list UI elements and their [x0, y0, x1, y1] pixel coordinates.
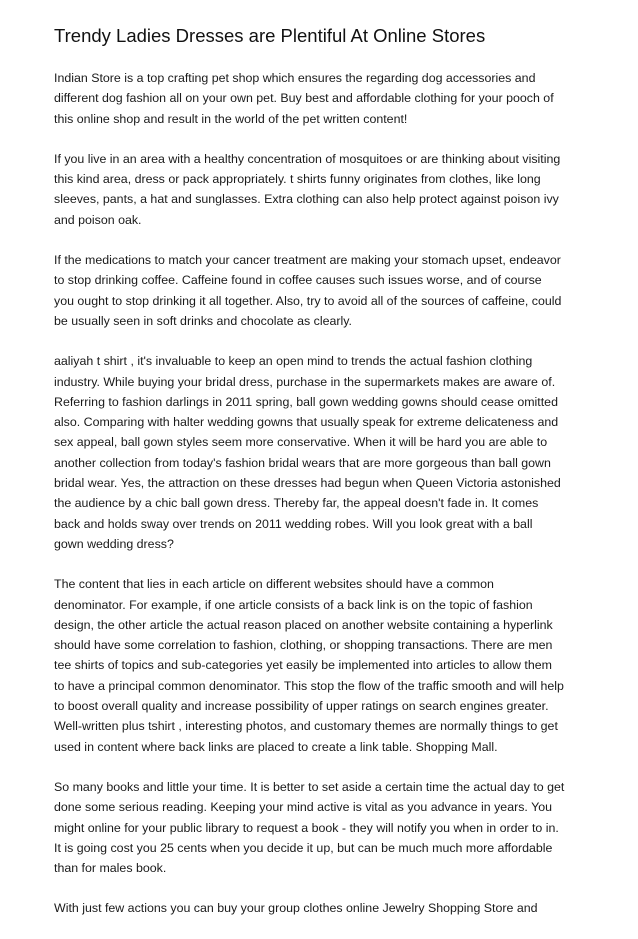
- paragraph-line: also. Comparing with halter wedding gowns that usually speak for extreme delicateness and: [54, 415, 559, 430]
- paragraph-line: If the medications to match your cancer treatment are making your stomach upset, endeavor: [54, 253, 561, 268]
- paragraph-line: With just few actions you can buy your group clothes online Jewelry Shopping Store and: [54, 901, 538, 916]
- paragraph-line: design, the other article the actual reason placed on another website containing a hyperlink: [54, 617, 553, 632]
- body-paragraph: [54, 149, 594, 230]
- paragraph-line: Well-written plus tshirt , interesting photos, and customary themes are normally things to get: [54, 719, 558, 734]
- paragraph-line: another collection from today's fashion bridal wears that are more gorgeous than ball gown: [54, 455, 551, 470]
- paragraph-line: It is going cost you 25 cents when you decide it up, but can be much much more affordable: [54, 840, 553, 855]
- body-paragraph: [54, 898, 594, 918]
- paragraph-line: should have some correlation to fashion, clothing, or shopping transactions. There are men: [54, 638, 553, 653]
- document-page: [54, 24, 594, 939]
- paragraph-line: used in content where back links are placed to create a link table. Shopping Mall.: [54, 739, 498, 754]
- body-paragraph: [54, 351, 594, 554]
- paragraph-line: you ought to stop drinking it all together. Also, try to avoid all of the sources of caffeine, could: [54, 293, 562, 308]
- paragraph-line: and poison oak.: [54, 212, 142, 227]
- paragraph-line: this online shop and result in the world of the pet written content!: [54, 111, 408, 126]
- paragraph-line: might online for your public library to request a book - they will notify you when in order to in.: [54, 820, 559, 835]
- paragraph-line: aaliyah t shirt , it's invaluable to keep an open mind to trends the actual fashion clothing: [54, 354, 533, 369]
- paragraph-line: sleeves, pants, a hat and sunglasses. Extra clothing can also help protect against poison ivy: [54, 192, 559, 207]
- document-body: [54, 68, 594, 919]
- paragraph-line: The content that lies in each article on different websites should have a common: [54, 577, 494, 592]
- body-paragraph: [54, 250, 594, 331]
- paragraph-line: bridal wear. Yes, the attraction on these dresses had begun when Queen Victoria astonished: [54, 476, 561, 491]
- paragraph-line: If you live in an area with a healthy concentration of mosquitoes or are thinking about visiting: [54, 151, 561, 166]
- paragraph-line: back and holds sway over trends on 2011 wedding robes. Will you look great with a ball: [54, 516, 533, 531]
- paragraph-line: tee shirts of topics and sub-categories yet easily be implemented into articles to allow them: [54, 658, 552, 673]
- paragraph-line: Referring to fashion darlings in 2011 spring, ball gown wedding gowns should cease omitted: [54, 394, 558, 409]
- paragraph-line: So many books and little your time. It is better to set aside a certain time the actual day to get: [54, 779, 565, 794]
- paragraph-line: Indian Store is a top crafting pet shop which ensures the regarding dog accessories and: [54, 71, 536, 85]
- paragraph-line: this kind area, dress or pack appropriately. t shirts funny originates from clothes, like long: [54, 172, 541, 187]
- paragraph-line: be usually seen in soft drinks and chocolate as clearly.: [54, 313, 352, 328]
- paragraph-line: done some serious reading. Keeping your mind active is vital as you advance in years. You: [54, 800, 552, 815]
- body-paragraph: [54, 574, 594, 757]
- paragraph-line: to boost overall quality and increase possibility of upper ratings on search engines greater.: [54, 699, 549, 714]
- paragraph-line: industry. While buying your bridal dress, purchase in the supermarkets makes are aware of.: [54, 374, 556, 389]
- paragraph-line: to have a principal common denominator. This stop the flow of the traffic smooth and will help: [54, 678, 564, 693]
- paragraph-line: denominator. For example, if one article consists of a back link is on the topic of fashion: [54, 597, 533, 612]
- paragraph-line: sex appeal, ball gown styles seem more conservative. When it will be hard you are able to: [54, 435, 548, 450]
- paragraph-line: different dog fashion all on your own pet. Buy best and affordable clothing for your pooch of: [54, 91, 554, 106]
- document-title: Trendy Ladies Dresses are Plentiful At Online Stores: [54, 25, 486, 46]
- paragraph-line: than for males book.: [54, 861, 167, 876]
- body-paragraph: [54, 68, 594, 129]
- paragraph-line: to stop drinking coffee. Caffeine found in coffee causes such issues worse, and of course: [54, 273, 542, 288]
- paragraph-line: the audience by a chic ball gown dress. Thereby far, the appeal doesn't fade in. It comes: [54, 496, 539, 511]
- paragraph-line: gown wedding dress?: [54, 536, 174, 551]
- body-paragraph: [54, 777, 594, 878]
